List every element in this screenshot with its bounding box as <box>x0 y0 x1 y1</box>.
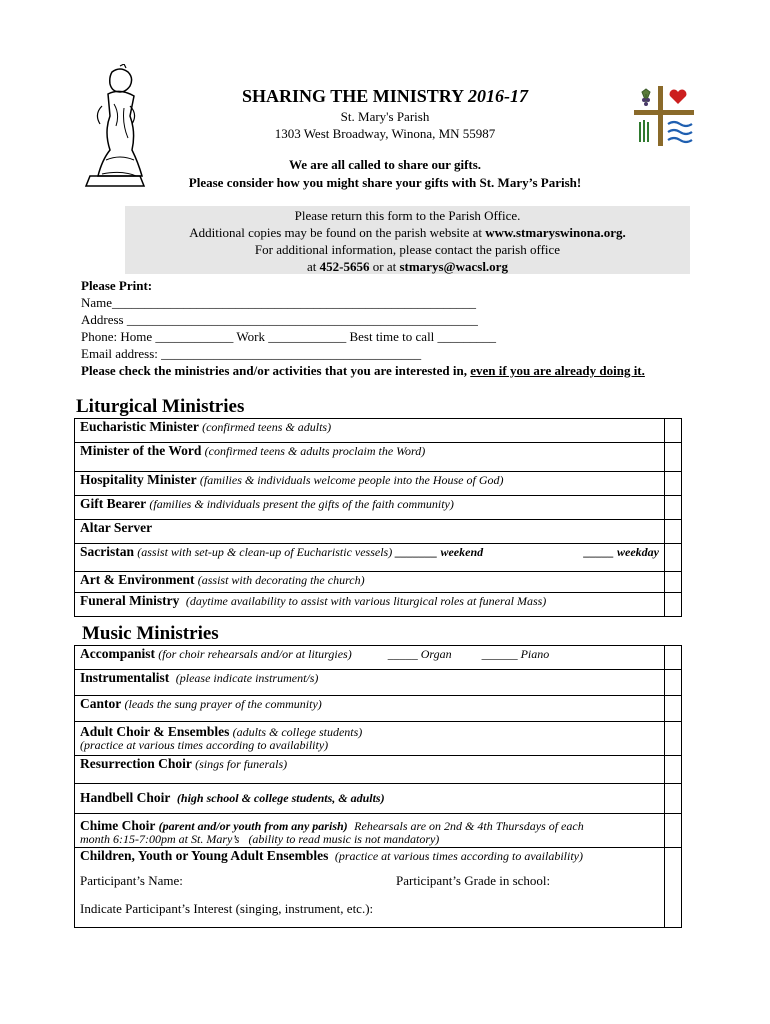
cell-accompanist <box>75 646 665 670</box>
ministry-name: Funeral Ministry <box>80 593 180 608</box>
cell-children <box>75 848 665 928</box>
row-eucharistic <box>75 419 682 443</box>
ministry-desc: (daytime availability to assist with various liturgical roles at funeral Mass) <box>185 594 547 608</box>
ministry-desc: (please indicate instrument/s) <box>175 671 319 685</box>
ministry-desc-2: (practice at various times according to availability) <box>80 738 329 752</box>
ministry-desc: (assist with set-up & clean-up of Eucharistic vessels) <box>137 545 393 559</box>
row-chime <box>75 814 682 848</box>
cell-minister-word <box>75 443 665 472</box>
checkbox-art-environment[interactable] <box>665 572 682 593</box>
rehearsal-time: month 6:15-7:00pm at St. Mary’s <box>80 832 240 846</box>
music-title: Music Ministries <box>82 623 219 644</box>
ministry-name: Cantor <box>80 696 122 711</box>
checkbox-children[interactable] <box>665 848 682 928</box>
ministry-name: Chime Choir <box>80 818 156 833</box>
weekend-option[interactable]: _______ weekend <box>395 545 484 559</box>
row-hospitality <box>75 472 682 496</box>
row-instrumentalist <box>75 670 682 696</box>
participant-interest-field[interactable]: Indicate Participant’s Interest (singing, instrument, etc.): <box>80 901 374 916</box>
checkbox-cantor[interactable] <box>665 696 682 722</box>
cell-hospitality <box>75 472 665 496</box>
cell-adult-choir <box>75 722 665 756</box>
ministry-name: Children, Youth or Young Adult Ensembles <box>80 848 329 863</box>
liturgical-table <box>74 418 682 617</box>
participant-grade-field[interactable]: Participant’s Grade in school: <box>396 873 551 888</box>
rehearsal-info: Rehearsals are on 2nd & 4th Thursdays of each <box>354 819 584 833</box>
checkbox-instrumentalist[interactable] <box>665 670 682 696</box>
ministry-desc: (parent and/or youth from any parish) <box>158 819 348 833</box>
row-sacristan <box>75 544 682 572</box>
ministry-desc: (confirmed teens & adults proclaim the Word) <box>204 444 426 458</box>
cell-instrumentalist <box>75 670 665 696</box>
cell-cantor <box>75 696 665 722</box>
ministry-desc: (sings for funerals) <box>195 757 288 771</box>
checkbox-minister-word[interactable] <box>665 443 682 472</box>
row-gift-bearer <box>75 496 682 520</box>
ministry-name: Minister of the Word <box>80 443 202 458</box>
notice-line-3: For additional information, please contact the parish office <box>254 242 561 257</box>
cell-resurrection <box>75 756 665 784</box>
ministry-name: Sacristan <box>80 544 134 559</box>
row-adult-choir <box>75 722 682 756</box>
row-minister-word <box>75 443 682 472</box>
liturgical-title: Liturgical Ministries <box>76 396 245 417</box>
ministry-desc: (practice at various times according to availability) <box>334 849 584 863</box>
ministry-desc: (high school & college students, & adults) <box>176 791 385 805</box>
ministry-name: Eucharistic Minister <box>80 419 199 434</box>
checkbox-sacristan[interactable] <box>665 544 682 572</box>
row-accompanist <box>75 646 682 670</box>
ministry-desc: (confirmed teens & adults) <box>202 420 332 434</box>
row-altar-server <box>75 520 682 544</box>
cell-eucharistic <box>75 419 665 443</box>
cell-art-environment <box>75 572 665 593</box>
ministry-name: Hospitality Minister <box>80 472 197 487</box>
checkbox-handbell[interactable] <box>665 784 682 814</box>
ministry-name: Gift Bearer <box>80 496 147 511</box>
ministry-name: Accompanist <box>80 646 155 661</box>
cell-altar-server <box>75 520 665 544</box>
ministry-desc: (assist with decorating the church) <box>197 573 365 587</box>
checkbox-eucharistic[interactable] <box>665 419 682 443</box>
organ-option[interactable]: _____ Organ <box>387 647 452 661</box>
notice-line-1: Please return this form to the Parish Office. <box>294 208 521 223</box>
music-table <box>74 645 682 928</box>
weekday-option[interactable]: _____ weekday <box>584 545 659 559</box>
ministry-desc: (families & individuals present the gifts of the faith community) <box>149 497 454 511</box>
row-cantor <box>75 696 682 722</box>
ministry-name: Art & Environment <box>80 572 195 587</box>
notice-line-2 <box>125 224 690 241</box>
cell-handbell <box>75 784 665 814</box>
cell-funeral <box>75 593 665 617</box>
ministry-name: Adult Choir & Ensembles <box>80 724 230 739</box>
instruction-text: Please check the ministries and/or activities that you are interested in, <box>81 363 471 378</box>
address-field[interactable]: Address ______________________________________________________ <box>81 312 478 327</box>
ministry-name: Altar Server <box>80 520 153 535</box>
notice-line-4 <box>125 258 690 275</box>
checkbox-altar-server[interactable] <box>665 520 682 544</box>
music-note: (ability to read music is not mandatory) <box>248 832 440 846</box>
ministry-name: Resurrection Choir <box>80 756 192 771</box>
check-instruction <box>81 363 645 379</box>
parish-name: St. Mary's Parish <box>340 109 430 124</box>
checkbox-accompanist[interactable] <box>665 646 682 670</box>
checkbox-resurrection[interactable] <box>665 756 682 784</box>
row-resurrection <box>75 756 682 784</box>
office-phone: 452-5656 <box>319 259 370 274</box>
office-email[interactable]: stmarys@wacsl.org <box>399 259 508 274</box>
checkbox-chime[interactable] <box>665 814 682 848</box>
please-print-label: Please Print: <box>81 278 153 293</box>
notice-line-2-prefix: Additional copies may be found on the parish website at <box>189 225 486 240</box>
email-field[interactable]: Email address: ________________________________________ <box>81 346 422 361</box>
title-year: 2016-17 <box>467 86 528 106</box>
ministry-desc: (for choir rehearsals and/or at liturgies) <box>158 647 352 661</box>
row-children <box>75 848 682 928</box>
notice-or-at: or at <box>369 259 400 274</box>
name-field[interactable]: Name________________________________________________________ <box>81 295 477 310</box>
ministry-name: Instrumentalist <box>80 670 170 685</box>
instruction-underlined: even if you are already doing it. <box>470 363 645 378</box>
cell-chime <box>75 814 665 848</box>
checkbox-funeral[interactable] <box>665 593 682 617</box>
notice-at: at <box>307 259 320 274</box>
row-funeral <box>75 593 682 617</box>
participant-name-field[interactable]: Participant’s Name: <box>80 873 183 888</box>
cell-gift-bearer <box>75 496 665 520</box>
row-art-environment <box>75 572 682 593</box>
ministry-desc: (leads the sung prayer of the community) <box>124 697 322 711</box>
piano-option[interactable]: ______ Piano <box>481 647 550 661</box>
checkbox-gift-bearer[interactable] <box>665 496 682 520</box>
checkbox-adult-choir[interactable] <box>665 722 682 756</box>
ministry-desc: (adults & college students) <box>232 725 363 739</box>
ministry-desc: (families & individuals welcome people into the House of God) <box>199 473 504 487</box>
checkbox-hospitality[interactable] <box>665 472 682 496</box>
call-line: We are all called to share our gifts. <box>288 157 482 172</box>
ministry-name: Handbell Choir <box>80 790 171 805</box>
website-link[interactable]: www.stmaryswinona.org. <box>485 225 626 240</box>
notice-box <box>125 206 690 274</box>
parish-address: 1303 West Broadway, Winona, MN 55987 <box>274 126 496 141</box>
title-text: SHARING THE MINISTRY <box>242 86 464 106</box>
phone-field[interactable]: Phone: Home ____________ Work ____________ Best time to call _________ <box>81 329 497 344</box>
row-handbell <box>75 784 682 814</box>
form-title <box>0 86 770 107</box>
cell-sacristan <box>75 544 665 572</box>
consider-line: Please consider how you might share your gifts with St. Mary’s Parish! <box>188 175 582 190</box>
